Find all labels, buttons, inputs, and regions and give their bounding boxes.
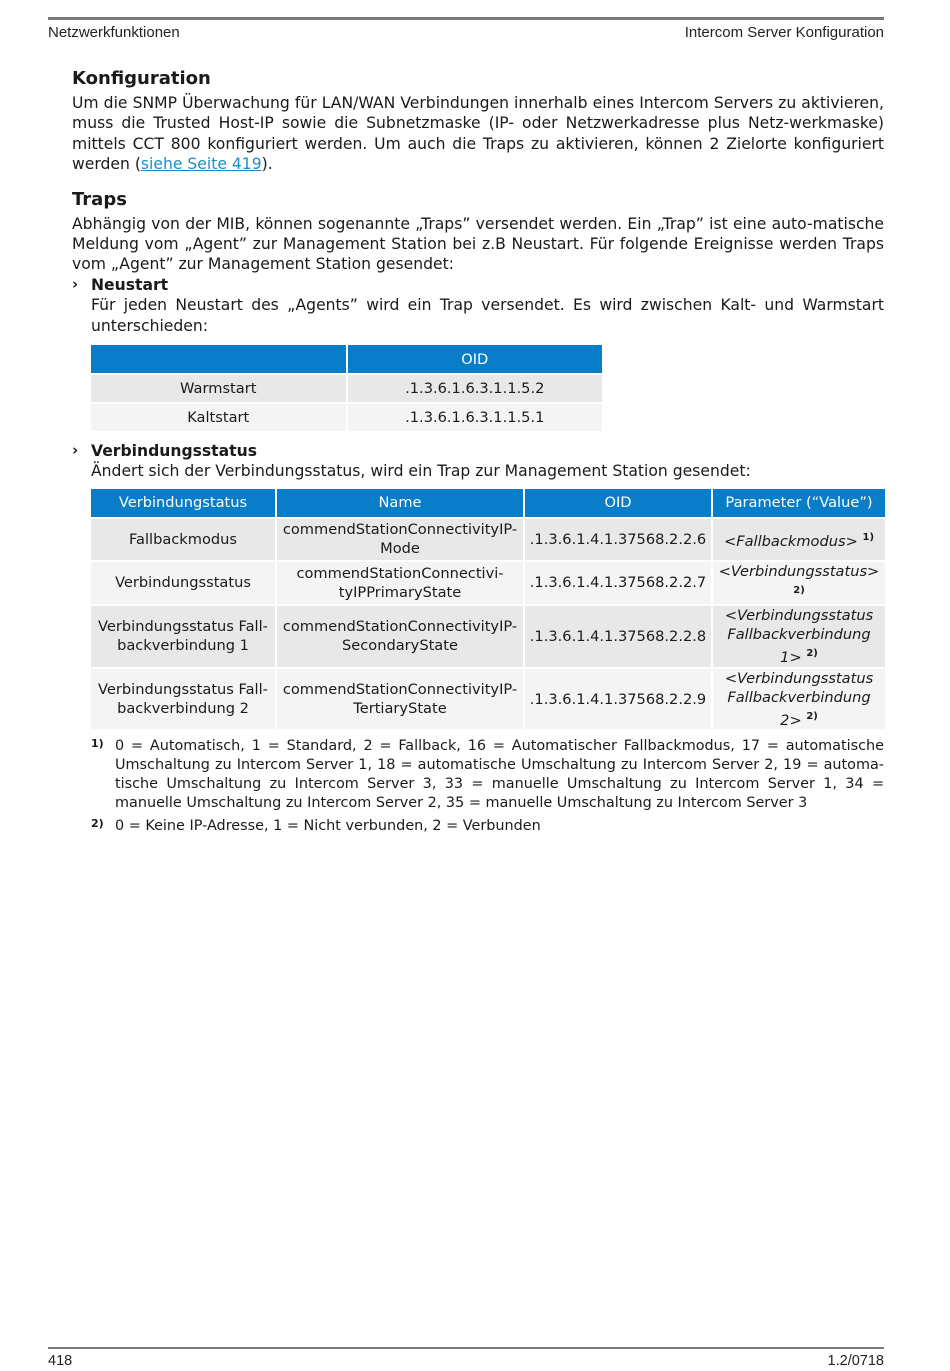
table-cell-oid: .1.3.6.1.4.1.37568.2.2.9 [524,668,712,731]
table-cell-name: commendStationConnectivi-tyIPPrimaryState [276,561,524,605]
footnote-text: 0 = Automatisch, 1 = Standard, 2 = Fallback, 16 = Automatischer Fallbackmodus, 17 = automatische Umschaltung zu Intercom Server 1, 18 = automatische Umschaltung zu Intercom Server 2, 19 = automa-tische Umschaltung zu Intercom Server 3, 33 = manuelle Umschaltung zu Intercom Server 1, 34 = manuelle Umschaltung zu Intercom Server 2, 35 = manuelle Umschaltung zu Intercom Server 3 [115,738,884,812]
table-row [91,403,602,432]
table-cell-status: Verbindungsstatus [91,561,276,605]
table-cell-parameter [712,518,885,561]
document-version: 1.2/0718 [827,1353,884,1369]
chevron-right-icon: › [72,441,79,460]
table-cell-parameter [712,561,885,605]
footnote-text: 0 = Keine IP-Adresse, 1 = Nicht verbunden, 2 = Verbunden [115,818,541,835]
konfiguration-text [72,93,884,175]
bullet-title-verbindungsstatus: Verbindungsstatus [91,442,257,461]
footnote-ref: 1) [862,531,875,543]
table-cell-status: Fallbackmodus [91,518,276,561]
footer-rule [48,1347,884,1349]
table-cell-status: Verbindungsstatus Fall-backverbindung 1 [91,605,276,668]
bullet-title-neustart: Neustart [91,275,169,294]
bullet-neustart [72,275,884,433]
bullet-verbindungsstatus [72,441,884,836]
table-cell-name: commendStationConnectivityIP-SecondaryState [276,605,524,668]
table-header-status: Verbindungstatus [91,489,276,518]
page-number: 418 [48,1353,73,1369]
footnote-2 [91,817,884,836]
table-row [91,518,885,561]
konfiguration-text-before: Um die SNMP Überwachung für LAN/WAN Verbindungen innerhalb eines Intercom Servers zu aktivieren, muss die Trusted Host-IP sowie die Subnetzmaske (IP- oder Netzwerkadresse plus Netz-werkmaske) mittels CCT 800 konfiguriert werden. Um auch die Traps zu aktivieren, können 2 Zielorte konfiguriert werden ( [72,94,884,174]
header-rule [48,17,884,20]
konfiguration-text-after: ). [261,155,273,174]
table-header-oid: OID [347,345,603,374]
verbindungsstatus-table [91,489,885,732]
table-cell-name: commendStationConnectivityIP-TertiaryState [276,668,524,731]
heading-traps: Traps [72,188,127,210]
footnote-mark: 1) [91,737,104,751]
page-footer [48,1353,884,1369]
table-cell-name: commendStationConnectivityIP-Mode [276,518,524,561]
table-cell-oid: .1.3.6.1.4.1.37568.2.2.7 [524,561,712,605]
table-header-oid: OID [524,489,712,518]
table-cell-parameter [712,668,885,731]
parameter-value: <Verbindungsstatus Fallbackverbindung 1> [724,606,874,666]
neustart-oid-table [91,345,602,433]
link-siehe-seite[interactable]: siehe Seite 419 [140,155,262,174]
table-row [91,605,885,668]
page-header [48,24,884,41]
table-header-cell [91,345,347,374]
table-row [91,668,885,731]
footnote-1 [91,737,884,813]
header-section: Netzwerkfunktionen [48,24,180,41]
table-header-name: Name [276,489,524,518]
parameter-value: <Fallbackmodus> [723,532,858,550]
table-header-parameter: Parameter (“Value”) [712,489,885,518]
chevron-right-icon: › [72,274,79,293]
neustart-text: Für jeden Neustart des „Agents” wird ein Trap versendet. Es wird zwischen Kalt- und Warmstart unterschieden: [91,296,884,335]
footnote-ref: 2) [806,647,818,659]
traps-text: Abhängig von der MIB, können sogenannte „Traps” versendet werden. Ein „Trap” ist eine auto-matische Meldung vom „Agent” zur Management Station bei z.B Neustart. Für folgende Ereignisse werden Traps vom „Agent” zur Management Station gesendet: [72,214,884,274]
parameter-value: <Verbindungsstatus> [718,562,880,580]
heading-konfiguration: Konfiguration [72,68,211,89]
footnote-ref: 2) [793,584,805,596]
table-row [91,374,602,403]
table-cell: Kaltstart [91,403,347,432]
table-cell-oid: .1.3.6.1.4.1.37568.2.2.8 [524,605,712,668]
footnote-ref: 2) [806,710,818,722]
verbindungsstatus-text: Ändert sich der Verbindungsstatus, wird ein Trap zur Management Station gesendet: [91,462,751,481]
table-cell: .1.3.6.1.6.3.1.1.5.2 [347,374,603,403]
table-cell-parameter [712,605,885,668]
table-cell-status: Verbindungsstatus Fall-backverbindung 2 [91,668,276,731]
page-content [72,68,884,836]
footnote-mark: 2) [91,817,104,831]
header-chapter: Intercom Server Konfiguration [684,24,884,41]
table-cell-oid: .1.3.6.1.4.1.37568.2.2.6 [524,518,712,561]
table-cell: Warmstart [91,374,347,403]
parameter-value: <Verbindungsstatus Fallbackverbindung 2> [724,669,874,729]
table-row [91,561,885,605]
table-cell: .1.3.6.1.6.3.1.1.5.1 [347,403,603,432]
